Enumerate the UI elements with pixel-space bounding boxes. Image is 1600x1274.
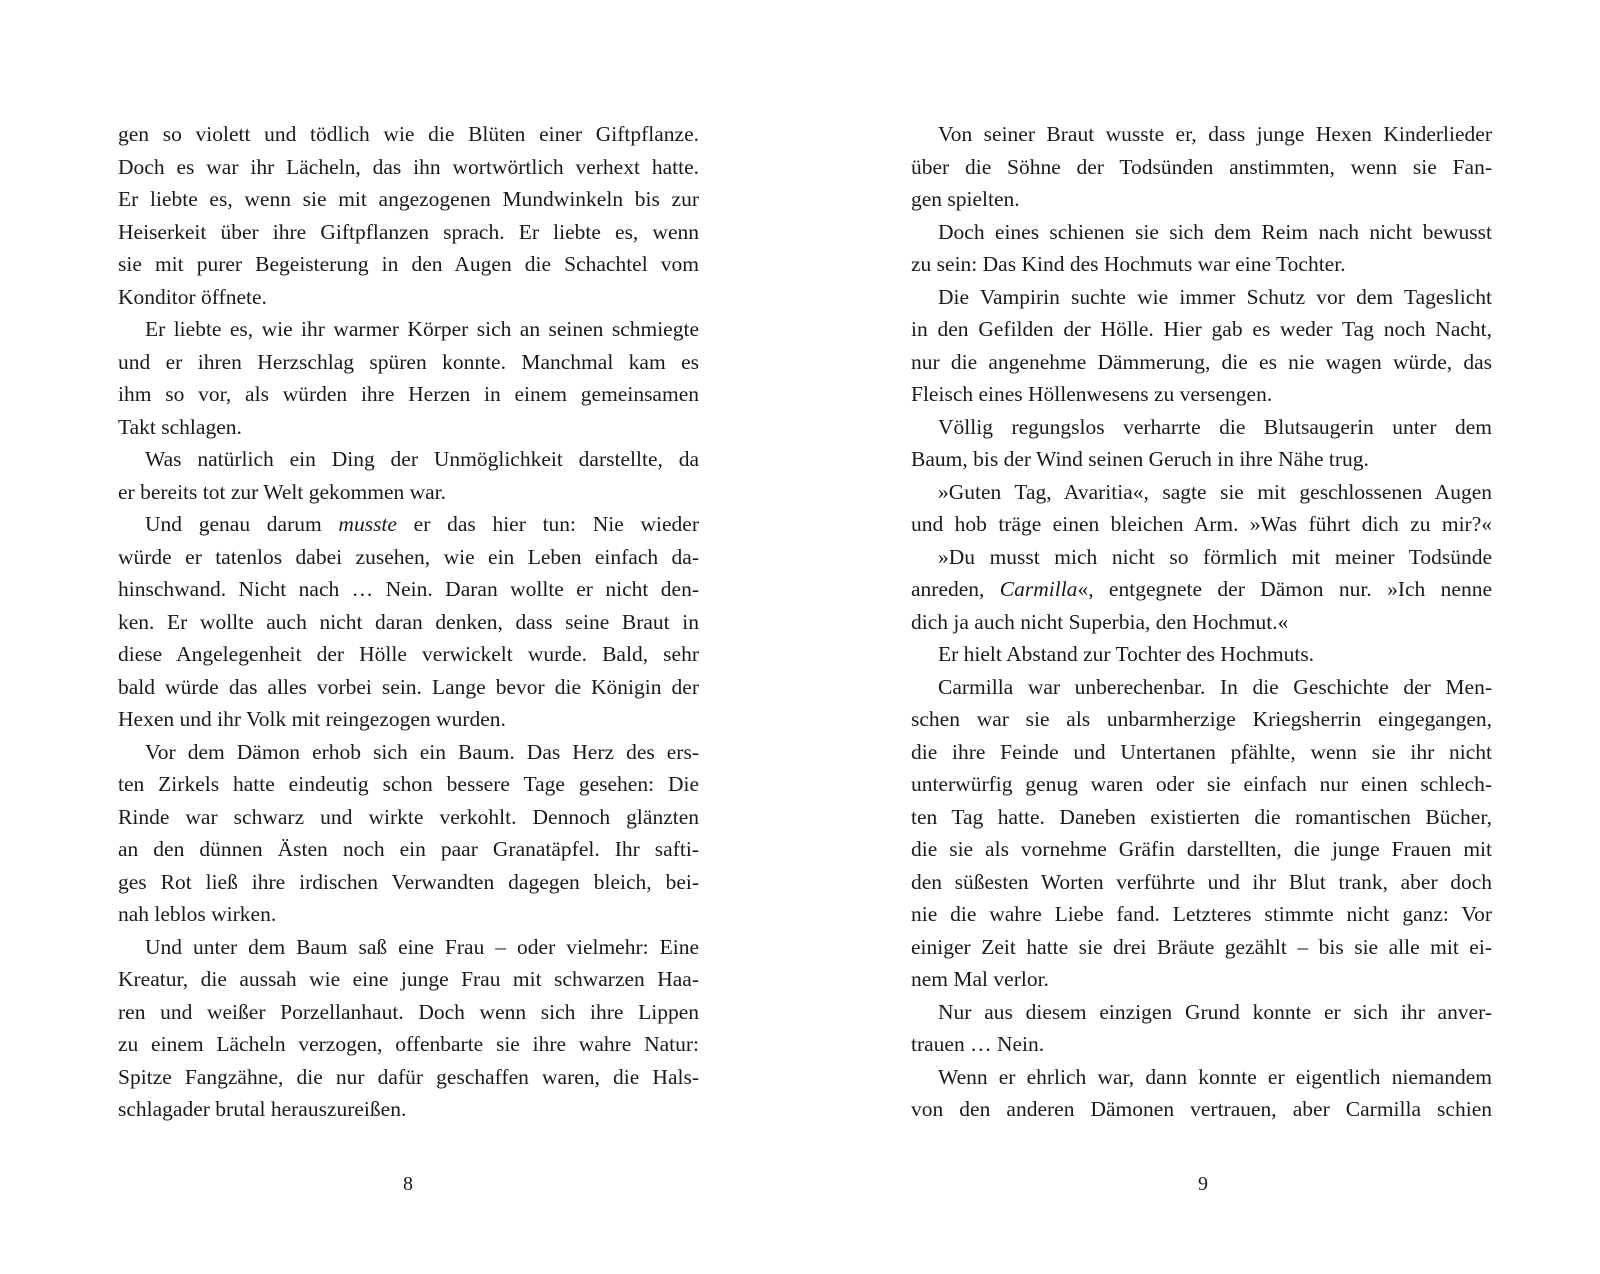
text-line: diese Angelegenheit der Hölle verwickelt wurde. Bald, sehr: [118, 642, 699, 666]
text-line: Vor dem Dämon erhob sich ein Baum. Das Herz des ers-: [145, 739, 699, 764]
text-line: ihm so vor, als würden ihre Herzen in einem gemeinsamen: [118, 382, 699, 406]
right-page-body: [911, 118, 1492, 1126]
text-line: trauen … Nein.: [911, 1032, 1045, 1056]
text-line: und er ihren Herzschlag spüren konnte. Manchmal kam es: [118, 349, 699, 374]
text-line: zu sein: Das Kind des Hochmuts war eine Tochter.: [911, 252, 1346, 276]
text-line: Die Vampirin suchte wie immer Schutz vor dem Tageslicht: [938, 284, 1492, 309]
text-line: dich ja auch nicht Superbia, den Hochmut.«: [911, 609, 1289, 634]
text-line: nem Mal verlor.: [911, 967, 1049, 991]
text-line: ren und weißer Porzellanhaut. Doch wenn sich ihre Lippen: [118, 999, 699, 1024]
text-line: zu einem Lächeln verzogen, offenbarte sie ihre wahre Natur:: [118, 1032, 699, 1056]
right-page-number: 9: [1198, 1173, 1208, 1195]
text-line: Wenn er ehrlich war, dann konnte er eigentlich niemandem: [938, 1064, 1492, 1089]
text-line: hinschwand. Nicht nach … Nein. Daran wollte er nicht den-: [118, 577, 699, 601]
text-segment: anreden,: [911, 577, 1000, 601]
text-segment: Und genau darum: [145, 512, 339, 536]
text-line: Er liebte es, wie ihr warmer Körper sich an seinen schmiegte: [145, 317, 699, 341]
text-line: gen spielten.: [911, 187, 1020, 211]
text-line: nie die wahre Liebe fand. Letzteres stimmte nicht ganz: Vor: [911, 902, 1492, 926]
text-line: würde er tatenlos dabei zusehen, wie ein Leben einfach da-: [118, 544, 699, 569]
text-line: Doch es war ihr Lächeln, das ihn wortwörtlich verhext hatte.: [118, 154, 699, 179]
text-line: [118, 508, 699, 541]
text-line: ges Rot ließ ihre irdischen Verwandten dagegen bleich, bei-: [118, 869, 699, 894]
text-line: Fleisch eines Höllenwesens zu versengen.: [911, 382, 1273, 406]
text-line: bald würde das alles vorbei sein. Lange bevor die Königin der: [118, 674, 699, 699]
text-line: Takt schlagen.: [118, 414, 242, 439]
text-line: und hob träge einen bleichen Arm. »Was führt dich zu mir?«: [911, 512, 1492, 536]
text-line: sie mit purer Begeisterung in den Augen die Schachtel vom: [118, 252, 699, 276]
text-line: Völlig regungslos verharrte die Blutsaugerin unter dem: [938, 414, 1492, 439]
text-line: »Du musst mich nicht so förmlich mit meiner Todsünde: [938, 544, 1492, 569]
text-line: Er liebte es, wenn sie mit angezogenen Mundwinkeln bis zur: [118, 187, 699, 211]
text-line: nur die angenehme Dämmerung, die es nie wagen würde, das: [911, 349, 1492, 374]
text-line: Von seiner Braut wusste er, dass junge Hexen Kinderlieder: [938, 122, 1492, 146]
italic-word: Carmilla: [999, 577, 1078, 601]
text-line: in den Gefilden der Hölle. Hier gab es weder Tag noch Nacht,: [911, 317, 1492, 341]
text-line: über die Söhne der Todsünden anstimmten, wenn sie Fan-: [911, 154, 1492, 179]
text-line: Kreatur, die aussah wie eine junge Frau mit schwarzen Haa-: [118, 967, 699, 991]
text-line: Und unter dem Baum saß eine Frau – oder vielmehr: Eine: [145, 934, 699, 959]
text-line: den süßesten Worten verführte und ihr Blut trank, aber doch: [911, 869, 1492, 894]
text-segment: er das hier tun: Nie wieder: [396, 512, 699, 536]
text-line: [911, 573, 1492, 606]
italic-word: musste: [338, 512, 397, 536]
left-page-number: 8: [403, 1173, 413, 1195]
text-line: gen so violett und tödlich wie die Blüten einer Giftpflanze.: [118, 122, 699, 146]
text-line: schlagader brutal herauszureißen.: [118, 1097, 407, 1121]
text-line: Baum, bis der Wind seinen Geruch in ihre Nähe trug.: [911, 447, 1369, 471]
text-line: er bereits tot zur Welt gekommen war.: [118, 479, 447, 504]
text-line: Was natürlich ein Ding der Unmöglichkeit darstellte, da: [145, 447, 699, 471]
text-line: Heiserkeit über ihre Giftpflanzen sprach. Er liebte es, wenn: [118, 219, 699, 244]
text-line: nah leblos wirken.: [118, 902, 277, 926]
text-line: unterwürfig genug waren oder sie einfach nur einen schlech-: [911, 772, 1492, 796]
text-line: Doch eines schienen sie sich dem Reim nach nicht bewusst: [938, 219, 1492, 244]
text-line: von den anderen Dämonen vertrauen, aber Carmilla schien: [911, 1097, 1492, 1121]
text-segment: «, entgegnete der Dämon nur. »Ich nenne: [1077, 577, 1492, 601]
text-line: die ihre Feinde und Untertanen pfählte, wenn sie ihr nicht: [911, 739, 1492, 764]
text-line: Nur aus diesem einzigen Grund konnte er sich ihr anver-: [938, 999, 1492, 1024]
text-line: an den dünnen Ästen noch ein paar Granatäpfel. Ihr safti-: [118, 837, 699, 861]
text-line: ken. Er wollte auch nicht daran denken, dass seine Braut in: [118, 609, 699, 634]
left-page-body: [118, 118, 699, 1126]
text-line: ten Tag hatte. Daneben existierten die romantischen Bücher,: [911, 804, 1492, 829]
text-line: Spitze Fangzähne, die nur dafür geschaffen waren, die Hals-: [118, 1064, 699, 1089]
text-line: Hexen und ihr Volk mit reingezogen wurden.: [118, 707, 506, 731]
text-line: ten Zirkels hatte eindeutig schon bessere Tage gesehen: Die: [118, 772, 699, 796]
text-line: schen war sie als unbarmherzige Kriegsherrin eingegangen,: [911, 707, 1492, 731]
text-line: Konditor öffnete.: [118, 284, 267, 309]
text-line: die sie als vornehme Gräfin darstellten, die junge Frauen mit: [911, 837, 1492, 861]
text-line: Carmilla war unberechenbar. In die Geschichte der Men-: [938, 674, 1492, 699]
text-line: einiger Zeit hatte sie drei Bräute gezählt – bis sie alle mit ei-: [911, 934, 1492, 959]
text-line: Rinde war schwarz und wirkte verkohlt. Dennoch glänzten: [118, 804, 699, 829]
text-line: »Guten Tag, Avaritia«, sagte sie mit geschlossenen Augen: [938, 479, 1492, 504]
text-line: Er hielt Abstand zur Tochter des Hochmuts.: [938, 642, 1315, 666]
